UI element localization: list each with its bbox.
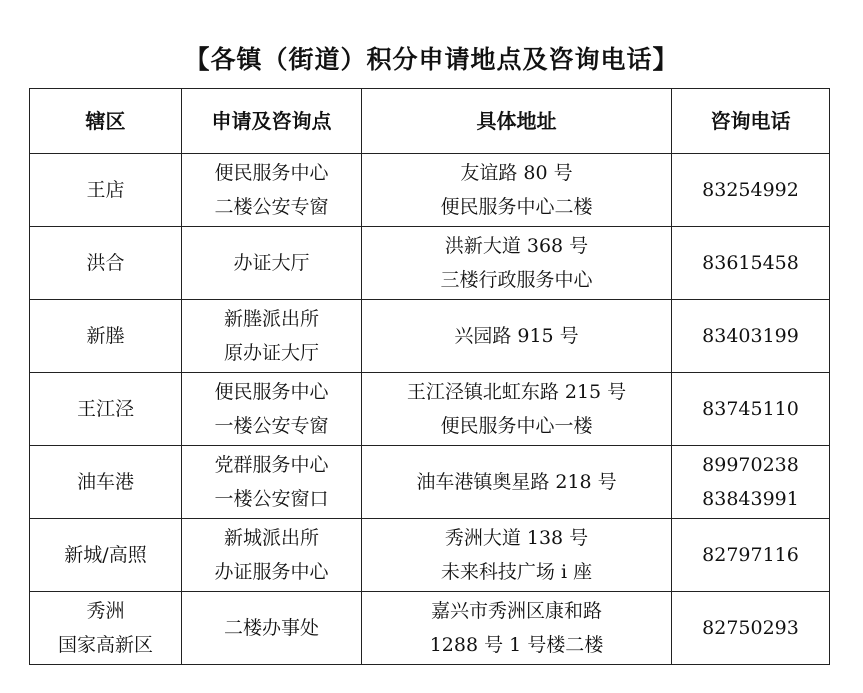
address-cell-line: 油车港镇奥星路 218 号 bbox=[416, 471, 617, 493]
office-cell-line: 便民服务中心 bbox=[214, 162, 329, 184]
district-cell bbox=[30, 373, 182, 446]
phone-cell bbox=[672, 373, 830, 446]
office-cell-line: 原办证大厅 bbox=[223, 342, 319, 364]
phone-cell-line: 83615458 bbox=[702, 252, 799, 274]
consultation-table bbox=[29, 88, 830, 665]
office-cell bbox=[182, 519, 362, 592]
address-cell bbox=[362, 227, 672, 300]
office-cell-line: 党群服务中心 bbox=[214, 454, 329, 476]
address-cell bbox=[362, 446, 672, 519]
address-cell bbox=[362, 592, 672, 665]
phone-cell bbox=[672, 519, 830, 592]
office-cell bbox=[182, 227, 362, 300]
column-header-phone: 咨询电话 bbox=[672, 89, 830, 154]
district-cell-line: 秀洲 bbox=[86, 600, 125, 622]
district-cell bbox=[30, 227, 182, 300]
address-cell-line: 王江泾镇北虹东路 215 号 bbox=[406, 381, 627, 403]
district-cell-line: 油车港 bbox=[76, 471, 134, 493]
office-cell-line: 办证服务中心 bbox=[214, 561, 329, 583]
office-cell-line: 二楼办事处 bbox=[223, 617, 319, 639]
office-cell bbox=[182, 300, 362, 373]
phone-cell bbox=[672, 592, 830, 665]
table-row bbox=[30, 300, 830, 373]
table-row bbox=[30, 592, 830, 665]
table-header-row bbox=[30, 89, 830, 154]
address-cell-line: 友谊路 80 号 bbox=[460, 162, 573, 184]
district-cell-line: 新塍 bbox=[86, 325, 125, 347]
office-cell-line: 便民服务中心 bbox=[214, 381, 329, 403]
district-cell-line: 洪合 bbox=[86, 252, 125, 274]
table-body bbox=[30, 154, 830, 665]
column-header-address: 具体地址 bbox=[362, 89, 672, 154]
phone-cell-line: 82797116 bbox=[702, 544, 799, 566]
address-cell-line: 1288 号 1 号楼二楼 bbox=[429, 634, 604, 656]
district-cell bbox=[30, 519, 182, 592]
phone-cell-line: 83254992 bbox=[702, 179, 799, 201]
office-cell bbox=[182, 154, 362, 227]
address-cell-line: 未来科技广场 i 座 bbox=[440, 561, 593, 583]
column-header-district: 辖区 bbox=[30, 89, 182, 154]
district-cell-line: 王店 bbox=[86, 179, 125, 201]
phone-cell-line: 83745110 bbox=[702, 398, 799, 420]
address-cell bbox=[362, 373, 672, 446]
page-title: 【各镇（街道）积分申请地点及咨询电话】 bbox=[184, 45, 679, 74]
office-cell-line: 一楼公安专窗 bbox=[214, 415, 329, 437]
phone-cell-line: 83403199 bbox=[702, 325, 799, 347]
district-cell bbox=[30, 592, 182, 665]
district-cell bbox=[30, 300, 182, 373]
phone-cell-line: 83843991 bbox=[702, 488, 799, 510]
office-cell bbox=[182, 592, 362, 665]
phone-cell-line: 82750293 bbox=[702, 617, 799, 639]
phone-cell bbox=[672, 154, 830, 227]
office-cell-line: 新塍派出所 bbox=[223, 308, 319, 330]
address-cell-line: 秀洲大道 138 号 bbox=[444, 527, 589, 549]
column-header-office: 申请及咨询点 bbox=[182, 89, 362, 154]
phone-cell-line: 89970238 bbox=[702, 454, 799, 476]
address-cell-line: 三楼行政服务中心 bbox=[440, 269, 593, 291]
office-cell-line: 新城派出所 bbox=[223, 527, 319, 549]
office-cell bbox=[182, 446, 362, 519]
address-cell bbox=[362, 154, 672, 227]
phone-cell bbox=[672, 227, 830, 300]
table-row bbox=[30, 373, 830, 446]
table-row bbox=[30, 519, 830, 592]
district-cell-line: 王江泾 bbox=[76, 398, 134, 420]
district-cell bbox=[30, 446, 182, 519]
table-row bbox=[30, 227, 830, 300]
address-cell-line: 便民服务中心一楼 bbox=[440, 415, 593, 437]
address-cell-line: 嘉兴市秀洲区康和路 bbox=[430, 600, 602, 622]
address-cell-line: 便民服务中心二楼 bbox=[440, 196, 593, 218]
office-cell-line: 办证大厅 bbox=[233, 252, 310, 274]
office-cell-line: 一楼公安窗口 bbox=[214, 488, 329, 510]
address-cell bbox=[362, 300, 672, 373]
address-cell bbox=[362, 519, 672, 592]
phone-cell bbox=[672, 446, 830, 519]
district-cell-line: 新城/高照 bbox=[64, 544, 147, 566]
district-cell-line: 国家高新区 bbox=[57, 634, 153, 656]
phone-cell bbox=[672, 300, 830, 373]
office-cell bbox=[182, 373, 362, 446]
office-cell-line: 二楼公安专窗 bbox=[214, 196, 329, 218]
table-row bbox=[30, 154, 830, 227]
address-cell-line: 洪新大道 368 号 bbox=[444, 235, 589, 257]
district-cell bbox=[30, 154, 182, 227]
table-row bbox=[30, 446, 830, 519]
address-cell-line: 兴园路 915 号 bbox=[454, 325, 579, 347]
